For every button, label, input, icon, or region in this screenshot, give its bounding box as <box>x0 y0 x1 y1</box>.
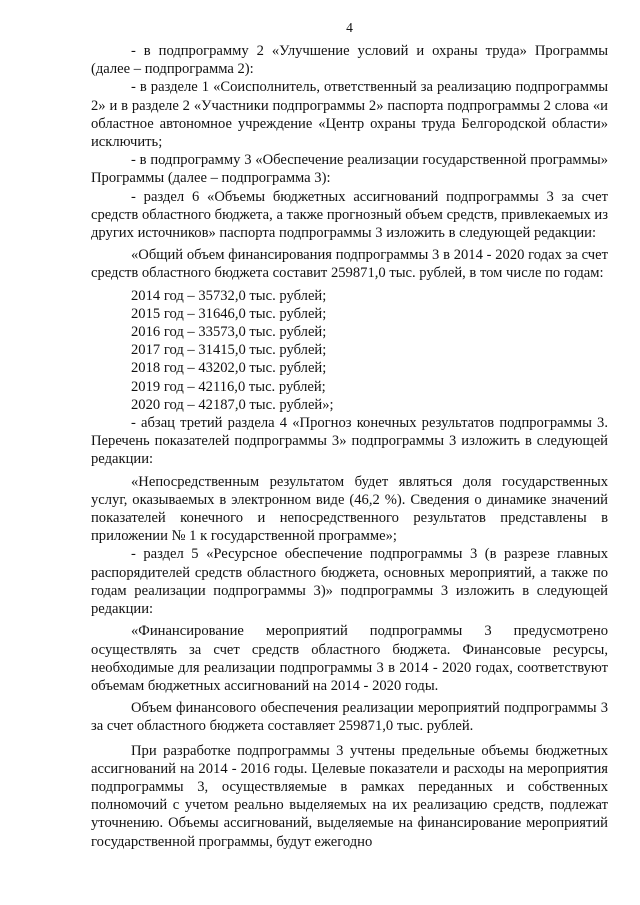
year-line: 2014 год – 35732,0 тыс. рублей; <box>131 287 327 304</box>
paragraph: - раздел 5 «Ресурсное обеспечение подпрограммы 3 (в разрезе главных распорядителей средств областного бюджета, основных мероприятий, а также по годам реализации подпрограммы 3)» подпрограммы 3 изложить в следующей редакции: <box>91 546 608 618</box>
paragraph: - в разделе 1 «Соисполнитель, ответственный за реализацию подпрограммы 2» и в разделе 2 «Участники подпрограммы 2» паспорта подпрограммы 2 слова «и областное автономное учреждение «Центр охраны труда Белгородской области» исключить; <box>91 79 608 151</box>
paragraph: «Общий объем финансирования подпрограммы 3 в 2014 - 2020 годах за счет средств областного бюджета составит 259871,0 тыс. рублей, в том числе по годам: <box>91 247 608 282</box>
document-body <box>91 42 608 851</box>
page-number: 4 <box>346 20 353 35</box>
year-line: 2019 год – 42116,0 тыс. рублей; <box>131 378 326 395</box>
year-line: 2017 год – 31415,0 тыс. рублей; <box>131 342 327 359</box>
year-line: 2018 год – 43202,0 тыс. рублей; <box>131 360 327 377</box>
paragraph: При разработке подпрограммы 3 учтены предельные объемы бюджетных ассигнований на 2014 - 2016 годы. Целевые показатели и расходы на мероприятия подпрограммы 3, осуществляемые в рамках переданных и собственных полномочий с учетом реально выделяемых на их реализацию средств, подлежат уточнению. Объемы ассигнований, выделяемые на финансирование мероприятий государственной программы, будут ежегодно <box>91 742 608 850</box>
paragraph: - в подпрограмму 2 «Улучшение условий и охраны труда» Программы (далее – подпрограмма 2): <box>91 43 608 78</box>
paragraph: - в подпрограмму 3 «Обеспечение реализации государственной программы» Программы (далее – подпрограмма 3): <box>91 152 608 187</box>
paragraph: - раздел 6 «Объемы бюджетных ассигнований подпрограммы 3 за счет средств областного бюджета, а также прогнозный объем средств, привлекаемых из других источников» паспорта подпрограммы 3 изложить в следующей редакции: <box>91 188 608 242</box>
year-line: 2020 год – 42187,0 тыс. рублей»; <box>131 396 334 413</box>
year-line: 2015 год – 31646,0 тыс. рублей; <box>131 305 327 322</box>
paragraph: Объем финансового обеспечения реализации мероприятий подпрограммы 3 за счет областного бюджета составляет 259871,0 тыс. рублей. <box>91 700 608 735</box>
paragraph: «Финансирование мероприятий подпрограммы 3 предусмотрено осуществлять за счет средств областного бюджета. Финансовые ресурсы, необходимые для реализации подпрограммы 3 в 2014 - 2020 годах, соответствуют объемам бюджетных ассигнований на 2014 - 2020 годы. <box>91 623 608 694</box>
year-line: 2016 год – 33573,0 тыс. рублей; <box>131 324 327 341</box>
paragraph: «Непосредственным результатом будет являться доля государственных услуг, оказываемых в электронном виде (46,2 %). Сведения о динамике значений показателей конечного и непосредственного результатов представлены в приложении № 1 к государственной программе»; <box>91 473 608 545</box>
paragraph: - абзац третий раздела 4 «Прогноз конечных результатов подпрограммы 3. Перечень показателей подпрограммы 3» подпрограммы 3 изложить в следующей редакции: <box>91 415 608 468</box>
